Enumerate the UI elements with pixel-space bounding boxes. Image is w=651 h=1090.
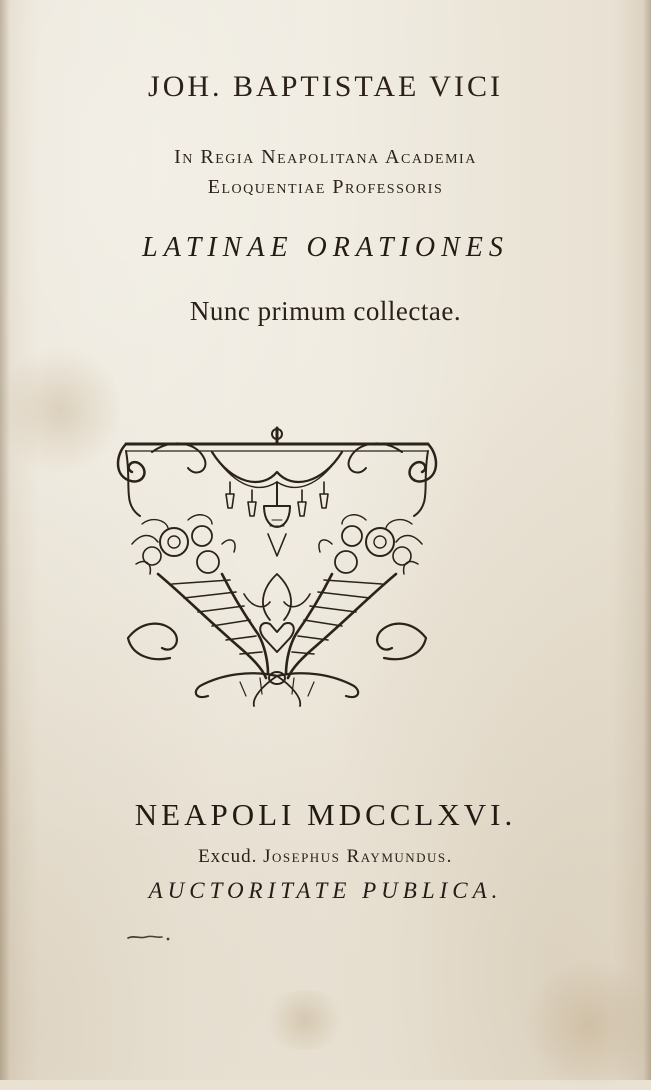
- authority-line: AUCTORITATE PUBLICA.: [148, 878, 503, 903]
- printer-ornament-cornucopia-icon: [112, 424, 442, 710]
- book-subtitle: Nunc primum collectae.: [189, 296, 462, 326]
- printer-prefix: Excud.: [198, 846, 258, 867]
- author-position-line-2: Eloquentiae Professoris: [207, 176, 444, 198]
- imprint-place-date: NEAPOLI MDCCLXVI.: [134, 797, 517, 832]
- foxing-stain: [260, 990, 350, 1050]
- foxing-stain: [0, 340, 120, 480]
- printer-line: [0, 846, 651, 868]
- book-title: LATINAE ORATIONES: [142, 232, 509, 263]
- printer-name: Josephus Raymundus.: [263, 846, 453, 867]
- foxing-stain: [520, 960, 651, 1090]
- author-position-line-1: In Regia Neapolitana Academia: [174, 146, 477, 168]
- ink-mark-icon: [126, 930, 172, 944]
- author-name: JOH. BAPTISTAE VICI: [148, 70, 503, 103]
